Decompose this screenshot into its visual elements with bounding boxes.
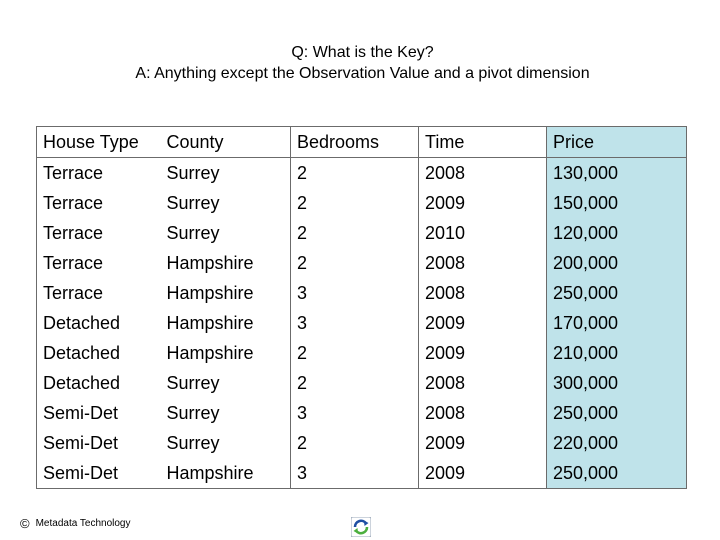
cell-bedrooms: 3 [291,458,419,489]
cell-county: Hampshire [161,278,291,308]
cell-house-type: Terrace [37,278,161,308]
cell-bedrooms: 3 [291,398,419,428]
header-house-type: House Type [37,127,161,158]
slide-heading [0,42,720,84]
cell-bedrooms: 3 [291,278,419,308]
table-row [37,458,687,489]
table-row [37,278,687,308]
cell-time: 2008 [419,248,547,278]
cell-bedrooms: 2 [291,338,419,368]
question-line: Q: What is the Key? [291,44,434,61]
cell-time: 2009 [419,458,547,489]
table-row [37,308,687,338]
header-county: County [161,127,291,158]
cell-time: 2008 [419,368,547,398]
cell-price: 250,000 [547,458,687,489]
company-name: Metadata Technology [35,518,131,529]
cell-time: 2010 [419,218,547,248]
table-body [37,158,687,489]
cell-bedrooms: 2 [291,188,419,218]
cell-time: 2008 [419,278,547,308]
answer-line: A: Anything except the Observation Value and a pivot dimension [135,65,590,82]
cell-time: 2008 [419,158,547,189]
circular-arrows-logo-icon [351,517,371,537]
cell-county: Hampshire [161,308,291,338]
cell-price: 170,000 [547,308,687,338]
cell-price: 120,000 [547,218,687,248]
cell-price: 250,000 [547,398,687,428]
cell-bedrooms: 2 [291,218,419,248]
cell-county: Hampshire [161,248,291,278]
table-row [37,398,687,428]
cell-time: 2009 [419,428,547,458]
cell-time: 2009 [419,308,547,338]
footer [20,516,130,531]
table-row [37,188,687,218]
cell-time: 2008 [419,398,547,428]
cell-county: Hampshire [161,338,291,368]
cell-time: 2009 [419,188,547,218]
cell-county: Surrey [161,218,291,248]
cell-county: Surrey [161,428,291,458]
header-price: Price [547,127,687,158]
cell-house-type: Terrace [37,158,161,189]
cell-county: Surrey [161,398,291,428]
header-time: Time [419,127,547,158]
cell-bedrooms: 3 [291,308,419,338]
cell-house-type: Semi-Det [37,428,161,458]
copyright-icon: © [20,516,30,531]
cell-bedrooms: 2 [291,428,419,458]
cell-house-type: Detached [37,338,161,368]
table-row [37,248,687,278]
cell-price: 200,000 [547,248,687,278]
cell-house-type: Detached [37,308,161,338]
cell-county: Surrey [161,158,291,189]
header-bedrooms: Bedrooms [291,127,419,158]
cell-price: 130,000 [547,158,687,189]
table-row [37,218,687,248]
cell-county: Surrey [161,368,291,398]
cell-time: 2009 [419,338,547,368]
table-row [37,368,687,398]
cell-price: 250,000 [547,278,687,308]
cell-county: Hampshire [161,458,291,489]
cell-house-type: Terrace [37,248,161,278]
cell-bedrooms: 2 [291,368,419,398]
table-row [37,428,687,458]
cell-bedrooms: 2 [291,158,419,189]
house-price-table [36,126,687,489]
cell-price: 210,000 [547,338,687,368]
cell-price: 300,000 [547,368,687,398]
cell-county: Surrey [161,188,291,218]
table-row [37,158,687,189]
cell-house-type: Semi-Det [37,458,161,489]
cell-price: 150,000 [547,188,687,218]
cell-house-type: Terrace [37,188,161,218]
table-header-row [37,127,687,158]
cell-bedrooms: 2 [291,248,419,278]
cell-house-type: Semi-Det [37,398,161,428]
cell-price: 220,000 [547,428,687,458]
cell-house-type: Terrace [37,218,161,248]
table-row [37,338,687,368]
cell-house-type: Detached [37,368,161,398]
